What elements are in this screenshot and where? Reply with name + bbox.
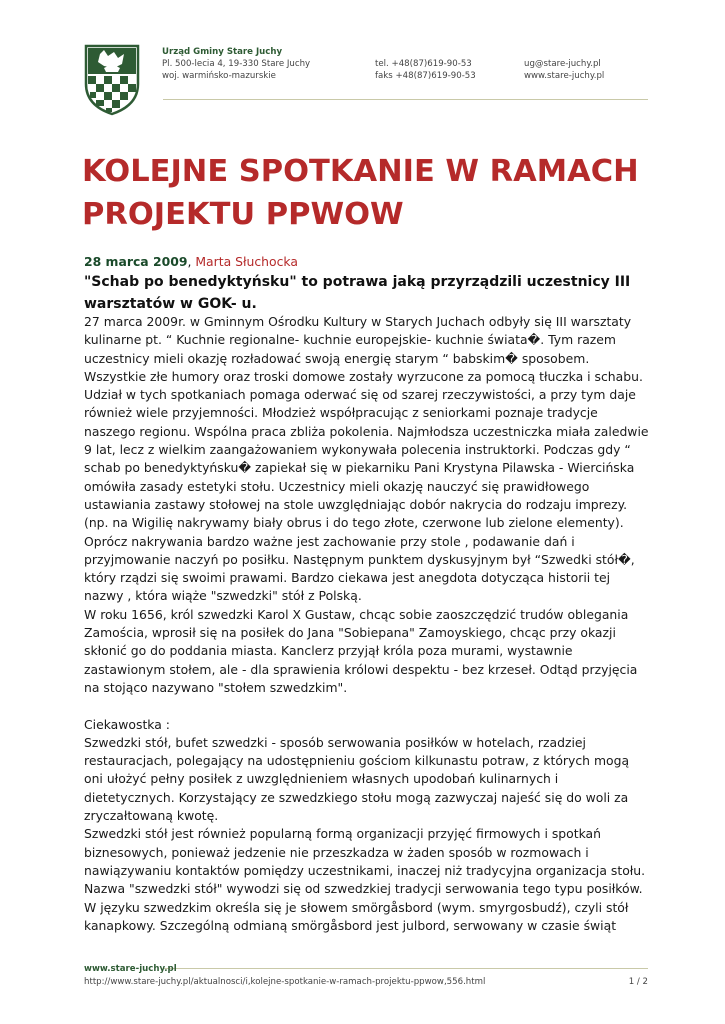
article-title: KOLEJNE SPOTKANIE W RAMACH PROJEKTU PPWOW xyxy=(82,154,639,232)
coat-of-arms-logo xyxy=(84,44,140,116)
footer-divider xyxy=(163,968,648,969)
letterhead xyxy=(84,44,648,100)
organization-info xyxy=(162,46,310,83)
curiosity-heading: Ciekawostka : xyxy=(84,716,170,732)
website-link[interactable]: www.stare-juchy.pl xyxy=(524,71,605,82)
article-meta xyxy=(84,254,298,269)
article-body xyxy=(84,313,649,935)
organization-name: Urząd Gminy Stare Juchy xyxy=(162,47,283,57)
paragraph: Szwedzki stół, bufet szwedzki - sposób serwowania posiłków w hotelach, rzadziej restauracjach, polegający na udostępnieniu gościom kilkunastu potraw, z których mogą oni ułożyć pełny posiłek z uwzględnieniem własnych upodobań kulinarnych i dietetycznych. Korzystający ze szwedzkiego stołu mogą zazwyczaj najeść się do woli za zryczałtowaną kwotę. xyxy=(84,734,630,824)
email-link[interactable]: ug@stare-juchy.pl xyxy=(524,59,601,69)
footer-site-link[interactable]: www.stare-juchy.pl xyxy=(84,964,177,974)
article-date: 28 marca 2009 xyxy=(84,254,188,269)
paragraph: 27 marca 2009r. w Gminnym Ośrodku Kultury w Starych Juchach odbyły się III warsztaty kulinarne pt. “ Kuchnie regionalne- kuchnie europejskie- kuchnie świata�. Tym razem uczestnicy mieli okazję rozładować swoją energię starym “ babskim� sposobem. Wszystkie złe humory oraz troski domowe zostały wyrzucone za pomocą tłuczka i schabu. Udział w tych spotkaniach pomaga oderwać się od szarej rzeczywistości, a przy tym daje również wiele przyjemności. Młodzież współpracując z seniorkami poznaje tradycje naszego regionu. Wspólna praca zbliża pokolenia. Najmłodsza uczestniczka miała zaledwie 9 lat, lecz z wielkim zaangażowaniem wykonywała polecenia instruktorki. Podczas gdy “ schab po benedyktyńsku� zapiekał się w piekarniku Pani Krystyna Pilawska - Wiercińska omówiła zasady estetyki stołu. Uczestnicy mieli okazję nauczyć się prawidłowego ustawiania zastawy stołowej na stole uwzględniając dobór nakrycia do rodzaju imprezy. (np. na Wigilię nakrywamy biały obrus i do tego złote, czerwone lub zielone elementy). Oprócz nakrywania bardzo ważne jest zachowanie przy stole , podawanie dań i przyjmowanie naczyń po posiłku. Następnym punktem dyskusyjnym był “Szwedki stół�, który rządzi się swoimi prawami. Bardzo ciekawa jest anegdota dotycząca historii tej nazwy , która wiąże "szwedzki" stół z Polską. xyxy=(84,314,649,604)
meta-separator: , xyxy=(187,254,196,269)
paragraph: W roku 1656, król szwedzki Karol X Gustaw, chcąc sobie zaoszczędzić trudów oblegania Zamościa, wprosił się na posiłek do Jana "Sobiepana" Zamoyskiego, chcąc przy okazji skłonić go do poddania miasta. Kanclerz przyjął króla poza murami, wystawnie zastawionym stołem, ale - dla sprawienia królowi despektu - bez krzeseł. Odtąd przyjęcia na stojąco nazywano "stołem szwedzkim". xyxy=(84,606,638,695)
address-line-1: Pl. 500-lecia 4, 19-330 Stare Juchy xyxy=(162,59,311,70)
address-line-2: woj. warmińsko-mazurskie xyxy=(162,71,276,82)
fax: faks +48(87)619-90-53 xyxy=(375,71,476,82)
header-divider xyxy=(163,99,648,100)
paragraph-gap xyxy=(84,697,649,715)
footer-page-url[interactable]: http://www.stare-juchy.pl/aktualnosci/i,kolejne-spotkanie-w-ramach-projektu-ppwow,556.html xyxy=(84,977,486,987)
article-author[interactable]: Marta Słuchocka xyxy=(195,254,298,269)
paragraph: Szwedzki stół jest również popularną formą organizacji przyjęć firmowych i spotkań biznesowych, ponieważ jedzenie nie przeszkadza w żaden sposób w rozmowach i nawiązywaniu kontaktów pomiędzy uczestnikami, inaczej niż tradycyjna organizacja stołu. Nazwa "szwedzki stół" wywodzi się od szwedzkiej tradycji serwowania tego typu posiłków. W języku szwedzkim określa się je słowem smörgåsbord (wym. smyrgosbudź), czyli stół kanapkowy. Szczególną odmianą smörgåsbord jest julbord, serwowany w czasie świąt xyxy=(84,826,646,933)
phone-info xyxy=(375,58,476,82)
article-lead: "Schab po benedyktyńsku" to potrawa jaką przyrządzili uczestnicy III warsztatów w GOK- u. xyxy=(84,274,631,312)
web-info xyxy=(524,58,604,82)
page-number: 1 / 2 xyxy=(628,977,648,987)
telephone: tel. +48(87)619-90-53 xyxy=(375,59,472,69)
